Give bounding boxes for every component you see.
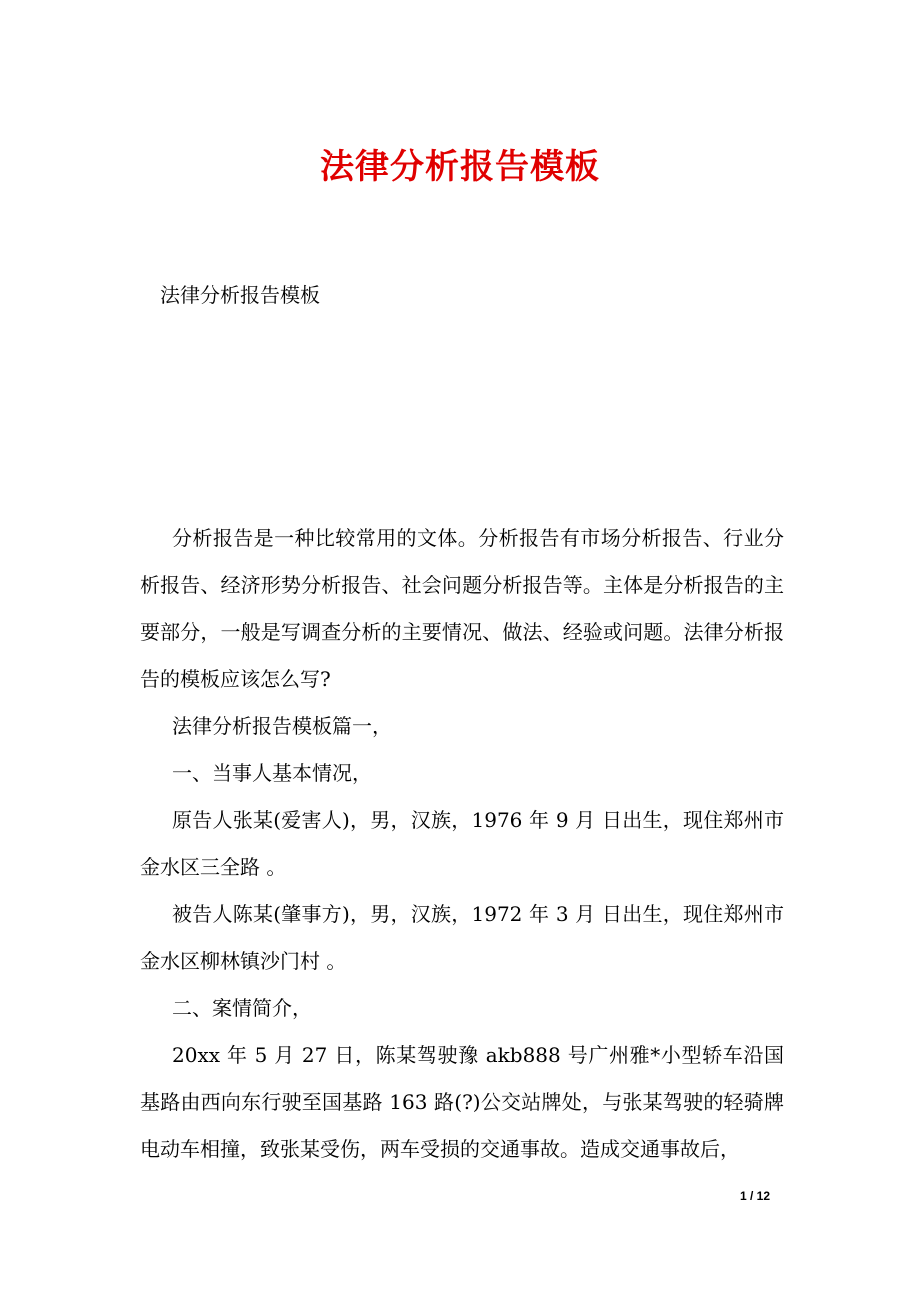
paragraph: 原告人张某(爱害人)，男，汉族，1976 年 9 月 日出生，现住郑州市金水区三全路 。	[140, 808, 784, 879]
paragraph: 分析报告是一种比较常用的文体。分析报告有市场分析报告、行业分析报告、经济形势分析报告、社会问题分析报告等。主体是分析报告的主要部分，一般是写调查分析的主要情况、做法、经验或问题。法律分析报告的模板应该怎么写?	[140, 526, 784, 691]
paragraph: 法律分析报告模板篇一，	[172, 714, 392, 738]
paragraph: 20xx 年 5 月 27 日，陈某驾驶豫 akb888 号广州雅*小型轿车沿国基路由西向东行驶至国基路 163 路(?)公交站牌处，与张某驾驶的轻骑牌电动车相撞，致张某受伤，两车受损的交通事故。造成交通事故后，	[140, 1043, 784, 1161]
paragraph: 一、当事人基本情况，	[172, 761, 372, 785]
document-title: 法律分析报告模板	[320, 147, 600, 187]
document-body	[140, 515, 784, 1173]
document-subtitle: 法律分析报告模板	[160, 283, 320, 307]
paragraph: 二、案情简介，	[172, 996, 312, 1020]
paragraph: 被告人陈某(肇事方)，男，汉族，1972 年 3 月 日出生，现住郑州市金水区柳林镇沙门村 。	[140, 902, 784, 973]
page-number: 1 / 12	[740, 1189, 771, 1203]
